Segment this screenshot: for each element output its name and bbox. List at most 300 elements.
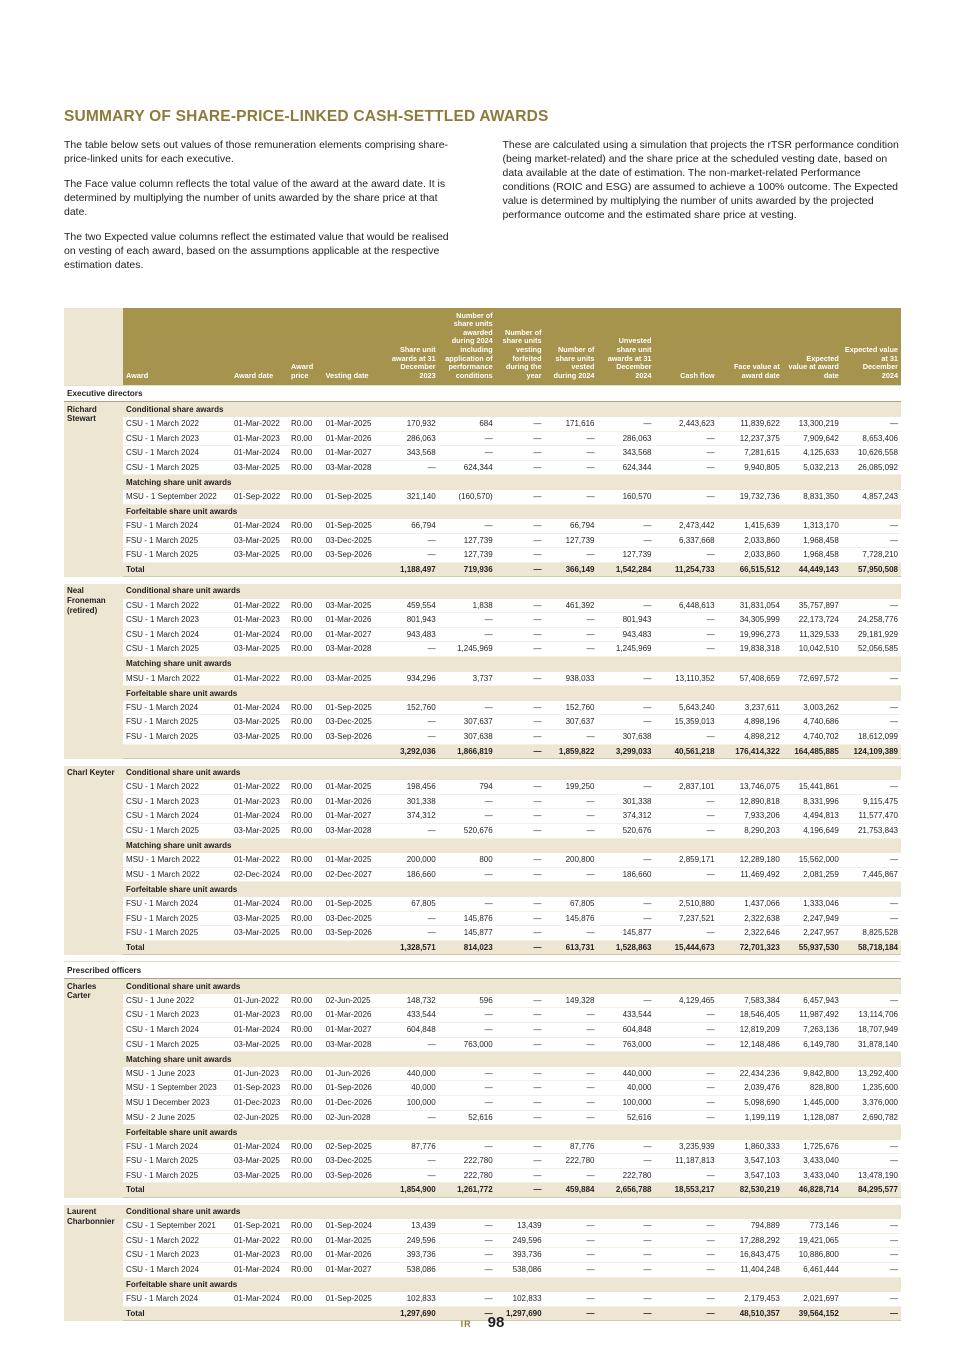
col-header: Share unit awards at 31 December 2023 [380, 308, 439, 385]
units-awarded-2024: 222,780 [439, 1154, 496, 1169]
award-group-row [64, 979, 901, 994]
award-name: MSU - 1 March 2022 [123, 672, 231, 686]
units-awarded-2024: 596 [439, 994, 496, 1008]
units-forfeited: — [496, 911, 545, 926]
expected-value-dec-2024: 24,258,776 [842, 613, 901, 628]
expected-value-award: 3,003,262 [783, 701, 842, 715]
award-row [64, 715, 901, 730]
face-value: 34,305,999 [718, 613, 783, 628]
intro-paragraph: These are calculated using a simulation that projects the rTSR performance condition (being market-related) and the share price at the scheduled vesting date, based on data available at the date of estimation. The non-market-related Performance conditions (ROIC and ESG) are assumed to achieve a 100% outcome. The Expected value is determined by multiplying the number of units awarded by the projected performance outcome and the estimated share price at vesting. [502, 139, 899, 221]
award-row [64, 911, 901, 926]
vesting-date: 01-Sep-2025 [323, 1292, 380, 1306]
units-vested-2024: 67,805 [545, 897, 598, 911]
total-value: 1,528,863 [597, 940, 654, 955]
expected-value-award: 2,247,957 [783, 926, 842, 941]
unvested-dec-2024: 763,000 [597, 1037, 654, 1052]
award-date: 01-Mar-2024 [231, 446, 288, 461]
units-vested-2024: — [545, 1233, 598, 1248]
total-value: 1,854,900 [380, 1183, 439, 1198]
vesting-date: 03-Dec-2025 [323, 911, 380, 926]
award-price: R0.00 [288, 1008, 323, 1023]
units-forfeited: — [496, 599, 545, 613]
footer-page-number: 98 [487, 1314, 505, 1331]
units-dec-2023: 374,312 [380, 809, 439, 824]
face-value: 19,996,273 [718, 627, 783, 642]
expected-value-award: 6,461,444 [783, 1262, 842, 1277]
executive-name: Charles Carter [64, 979, 123, 1198]
unvested-dec-2024: 145,877 [597, 926, 654, 941]
units-vested-2024: — [545, 1262, 598, 1277]
award-name: CSU - 1 March 2023 [123, 431, 231, 446]
total-value: 39,564,152 [783, 1306, 842, 1321]
face-value: 1,437,066 [718, 897, 783, 911]
expected-value-award: 22,173,724 [783, 613, 842, 628]
award-row [64, 533, 901, 548]
col-header: Number of share units vesting forfeited during the year [496, 308, 545, 385]
award-group-row [64, 1125, 901, 1140]
units-vested-2024: — [545, 1008, 598, 1023]
unvested-dec-2024: — [597, 1233, 654, 1248]
expected-value-dec-2024: — [842, 701, 901, 715]
expected-value-dec-2024: 10,626,558 [842, 446, 901, 461]
units-forfeited: — [496, 1067, 545, 1081]
units-dec-2023: 538,086 [380, 1262, 439, 1277]
vesting-date: 03-Dec-2025 [323, 715, 380, 730]
expected-value-award: 1,333,046 [783, 897, 842, 911]
expected-value-dec-2024: 1,235,600 [842, 1081, 901, 1096]
face-value: 2,039,476 [718, 1081, 783, 1096]
award-row [64, 809, 901, 824]
award-name: CSU - 1 March 2022 [123, 1233, 231, 1248]
expected-value-award: 15,562,000 [783, 853, 842, 867]
award-name: FSU - 1 March 2025 [123, 926, 231, 941]
face-value: 57,408,659 [718, 672, 783, 686]
units-forfeited: — [496, 780, 545, 794]
units-forfeited: — [496, 548, 545, 563]
units-forfeited: — [496, 809, 545, 824]
award-price: R0.00 [288, 1219, 323, 1233]
award-price: R0.00 [288, 1262, 323, 1277]
col-header: Unvested share unit awards at 31 December 2024 [597, 308, 654, 385]
total-value [288, 1183, 323, 1198]
total-value: 613,731 [545, 940, 598, 955]
units-vested-2024: — [545, 1081, 598, 1096]
units-vested-2024: — [545, 1037, 598, 1052]
col-header: Cash flow [655, 308, 718, 385]
units-vested-2024: — [545, 926, 598, 941]
vesting-date: 03-Mar-2025 [323, 672, 380, 686]
expected-value-dec-2024: 13,292,400 [842, 1067, 901, 1081]
cash-flow: 6,337,668 [655, 533, 718, 548]
total-label: Total [123, 562, 231, 577]
award-row [64, 1095, 901, 1110]
unvested-dec-2024: — [597, 417, 654, 431]
award-name: FSU - 1 March 2024 [123, 1140, 231, 1154]
cash-flow: — [655, 867, 718, 882]
units-forfeited: — [496, 431, 545, 446]
total-label: Total [123, 1183, 231, 1198]
total-value: 58,718,184 [842, 940, 901, 955]
award-price: R0.00 [288, 853, 323, 867]
unvested-dec-2024: 624,344 [597, 460, 654, 475]
units-dec-2023: 301,338 [380, 794, 439, 809]
expected-value-dec-2024: — [842, 1233, 901, 1248]
units-vested-2024: 938,033 [545, 672, 598, 686]
units-awarded-2024: — [439, 794, 496, 809]
expected-value-award: 6,457,943 [783, 994, 842, 1008]
award-group-row [64, 686, 901, 701]
award-price: R0.00 [288, 642, 323, 657]
units-dec-2023: 440,000 [380, 1067, 439, 1081]
units-vested-2024: — [545, 1067, 598, 1081]
total-label: Total [123, 1306, 231, 1321]
award-name: CSU - 1 September 2021 [123, 1219, 231, 1233]
total-value: 55,937,530 [783, 940, 842, 955]
face-value: 11,839,622 [718, 417, 783, 431]
cash-flow: — [655, 1008, 718, 1023]
vesting-date: 02-Jun-2028 [323, 1110, 380, 1125]
total-value: 11,254,733 [655, 562, 718, 577]
award-name: CSU - 1 March 2022 [123, 417, 231, 431]
face-value: 13,746,075 [718, 780, 783, 794]
expected-value-award: 4,740,702 [783, 729, 842, 744]
cash-flow: — [655, 1037, 718, 1052]
award-price: R0.00 [288, 1168, 323, 1183]
units-vested-2024: 222,780 [545, 1154, 598, 1169]
award-group-row [64, 402, 901, 417]
col-header: Number of share units vested during 2024 [545, 308, 598, 385]
award-date: 03-Mar-2025 [231, 926, 288, 941]
award-date: 01-Mar-2022 [231, 780, 288, 794]
award-name: FSU - 1 March 2024 [123, 897, 231, 911]
vesting-date: 01-Mar-2026 [323, 1248, 380, 1263]
award-row [64, 1262, 901, 1277]
face-value: 12,890,818 [718, 794, 783, 809]
award-group-label: Conditional share unit awards [123, 1205, 901, 1220]
unvested-dec-2024: 160,570 [597, 490, 654, 504]
award-row [64, 780, 901, 794]
expected-value-award: 6,149,780 [783, 1037, 842, 1052]
unvested-dec-2024: — [597, 1262, 654, 1277]
award-group-label: Forfeitable share unit awards [123, 504, 901, 519]
award-row [64, 417, 901, 431]
expected-value-award: 2,247,949 [783, 911, 842, 926]
total-value: — [545, 1306, 598, 1321]
vesting-date: 01-Sep-2025 [323, 490, 380, 504]
award-date: 01-Mar-2023 [231, 431, 288, 446]
expected-value-dec-2024: 4,857,243 [842, 490, 901, 504]
award-date: 02-Dec-2024 [231, 867, 288, 882]
units-vested-2024: — [545, 627, 598, 642]
total-value: 1,866,819 [439, 744, 496, 759]
units-dec-2023: 200,000 [380, 853, 439, 867]
face-value: 7,583,384 [718, 994, 783, 1008]
unvested-dec-2024: — [597, 672, 654, 686]
cash-flow: 7,237,521 [655, 911, 718, 926]
award-row [64, 1110, 901, 1125]
vesting-date: 01-Mar-2026 [323, 794, 380, 809]
cash-flow: — [655, 460, 718, 475]
expected-value-award: 10,042,510 [783, 642, 842, 657]
vesting-date: 01-Mar-2026 [323, 1008, 380, 1023]
units-awarded-2024: — [439, 809, 496, 824]
total-value [231, 940, 288, 955]
expected-value-award: 15,441,861 [783, 780, 842, 794]
award-row [64, 642, 901, 657]
units-awarded-2024: — [439, 1262, 496, 1277]
award-name: FSU - 1 March 2024 [123, 1292, 231, 1306]
unvested-dec-2024: — [597, 897, 654, 911]
face-value: 1,199,119 [718, 1110, 783, 1125]
expected-value-award: 13,300,219 [783, 417, 842, 431]
total-value: 18,553,217 [655, 1183, 718, 1198]
cash-flow: 15,359,013 [655, 715, 718, 730]
award-group-row [64, 1205, 901, 1220]
award-group-label: Forfeitable share unit awards [123, 686, 901, 701]
cash-flow: — [655, 809, 718, 824]
unvested-dec-2024: 374,312 [597, 809, 654, 824]
expected-value-award: 7,909,642 [783, 431, 842, 446]
expected-value-award: 35,757,897 [783, 599, 842, 613]
expected-value-award: 1,313,170 [783, 519, 842, 533]
expected-value-dec-2024: 31,878,140 [842, 1037, 901, 1052]
total-label [123, 744, 231, 759]
vesting-date: 03-Mar-2028 [323, 642, 380, 657]
cash-flow: — [655, 1233, 718, 1248]
spacer-cell [64, 955, 901, 962]
award-price: R0.00 [288, 911, 323, 926]
cash-flow: 3,235,939 [655, 1140, 718, 1154]
award-date: 01-Mar-2024 [231, 519, 288, 533]
expected-value-dec-2024: 2,690,782 [842, 1110, 901, 1125]
award-date: 03-Mar-2025 [231, 460, 288, 475]
units-awarded-2024: — [439, 897, 496, 911]
total-value [323, 940, 380, 955]
expected-value-dec-2024: — [842, 1140, 901, 1154]
award-name: CSU - 1 March 2024 [123, 809, 231, 824]
col-header: Award price [288, 308, 323, 385]
total-value: 719,936 [439, 562, 496, 577]
award-date: 03-Mar-2025 [231, 1037, 288, 1052]
unvested-dec-2024: 186,660 [597, 867, 654, 882]
vesting-date: 01-Mar-2027 [323, 809, 380, 824]
expected-value-award: 8,831,350 [783, 490, 842, 504]
spacer-cell [64, 577, 901, 584]
units-vested-2024: — [545, 1248, 598, 1263]
units-vested-2024: — [545, 642, 598, 657]
units-forfeited: — [496, 867, 545, 882]
total-value: — [496, 562, 545, 577]
section-row [64, 962, 901, 979]
award-name: MSU - 1 March 2022 [123, 853, 231, 867]
units-vested-2024: 199,250 [545, 780, 598, 794]
spacer-row [64, 1198, 901, 1205]
total-value [288, 744, 323, 759]
award-date: 01-Jun-2023 [231, 1067, 288, 1081]
award-date: 01-Mar-2023 [231, 613, 288, 628]
units-dec-2023: 943,483 [380, 627, 439, 642]
vesting-date: 03-Mar-2025 [323, 599, 380, 613]
expected-value-dec-2024: 21,753,843 [842, 823, 901, 838]
vesting-date: 01-Mar-2027 [323, 627, 380, 642]
vesting-date: 01-Sep-2025 [323, 897, 380, 911]
total-value: 459,884 [545, 1183, 598, 1198]
cash-flow: — [655, 1292, 718, 1306]
award-name: FSU - 1 March 2024 [123, 519, 231, 533]
total-value [231, 1183, 288, 1198]
cash-flow: — [655, 548, 718, 563]
vesting-date: 01-Mar-2025 [323, 853, 380, 867]
units-awarded-2024: (160,570) [439, 490, 496, 504]
total-value: 3,292,036 [380, 744, 439, 759]
units-vested-2024: 171,616 [545, 417, 598, 431]
units-awarded-2024: — [439, 627, 496, 642]
award-group-label: Forfeitable share unit awards [123, 1277, 901, 1292]
total-value: — [439, 1306, 496, 1321]
award-row [64, 1292, 901, 1306]
expected-value-dec-2024: — [842, 519, 901, 533]
col-header: Award [123, 308, 231, 385]
units-forfeited: 393,736 [496, 1248, 545, 1263]
vesting-date: 01-Mar-2026 [323, 431, 380, 446]
units-vested-2024: — [545, 613, 598, 628]
expected-value-dec-2024: — [842, 1292, 901, 1306]
award-row [64, 867, 901, 882]
award-row [64, 672, 901, 686]
award-group-row [64, 882, 901, 897]
vesting-date: 03-Sep-2026 [323, 548, 380, 563]
units-forfeited: — [496, 1095, 545, 1110]
total-value [323, 744, 380, 759]
expected-value-dec-2024: 7,445,867 [842, 867, 901, 882]
expected-value-dec-2024: — [842, 533, 901, 548]
units-dec-2023: — [380, 642, 439, 657]
award-row [64, 1022, 901, 1037]
cash-flow: 2,510,880 [655, 897, 718, 911]
award-name: CSU - 1 March 2023 [123, 613, 231, 628]
units-vested-2024: — [545, 1168, 598, 1183]
units-vested-2024: — [545, 460, 598, 475]
award-row [64, 1248, 901, 1263]
units-vested-2024: 66,794 [545, 519, 598, 533]
cash-flow: — [655, 642, 718, 657]
vesting-date: 01-Mar-2027 [323, 1262, 380, 1277]
expected-value-dec-2024: — [842, 911, 901, 926]
expected-value-dec-2024: — [842, 672, 901, 686]
total-value: — [597, 1306, 654, 1321]
vesting-date: 01-Sep-2025 [323, 519, 380, 533]
units-awarded-2024: — [439, 519, 496, 533]
expected-value-dec-2024: 8,653,406 [842, 431, 901, 446]
award-row [64, 1067, 901, 1081]
units-forfeited: — [496, 446, 545, 461]
units-awarded-2024: — [439, 1140, 496, 1154]
units-dec-2023: 286,063 [380, 431, 439, 446]
award-price: R0.00 [288, 431, 323, 446]
vesting-date: 01-Sep-2024 [323, 1219, 380, 1233]
cash-flow: — [655, 446, 718, 461]
award-row [64, 701, 901, 715]
vesting-date: 01-Sep-2026 [323, 1081, 380, 1096]
unvested-dec-2024: 433,544 [597, 1008, 654, 1023]
award-group-row [64, 766, 901, 781]
units-awarded-2024: 520,676 [439, 823, 496, 838]
award-date: 01-Mar-2023 [231, 1008, 288, 1023]
units-dec-2023: — [380, 823, 439, 838]
total-row [64, 940, 901, 955]
award-name: CSU - 1 March 2023 [123, 794, 231, 809]
award-name: CSU - 1 March 2022 [123, 599, 231, 613]
award-price: R0.00 [288, 627, 323, 642]
face-value: 12,289,180 [718, 853, 783, 867]
units-dec-2023: 100,000 [380, 1095, 439, 1110]
award-name: CSU - 1 March 2024 [123, 446, 231, 461]
unvested-dec-2024: 222,780 [597, 1168, 654, 1183]
units-forfeited: — [496, 460, 545, 475]
units-dec-2023: 87,776 [380, 1140, 439, 1154]
cash-flow: 5,643,240 [655, 701, 718, 715]
award-group-row [64, 1052, 901, 1067]
units-forfeited: 102,833 [496, 1292, 545, 1306]
vesting-date: 01-Sep-2025 [323, 701, 380, 715]
total-value: 124,109,389 [842, 744, 901, 759]
units-vested-2024: — [545, 1110, 598, 1125]
total-value: 48,510,357 [718, 1306, 783, 1321]
units-awarded-2024: 127,739 [439, 548, 496, 563]
expected-value-award: 72,697,572 [783, 672, 842, 686]
units-forfeited: — [496, 1081, 545, 1096]
award-date: 03-Mar-2025 [231, 1154, 288, 1169]
award-price: R0.00 [288, 1110, 323, 1125]
award-name: MSU - 1 March 2022 [123, 867, 231, 882]
expected-value-award: 3,433,040 [783, 1168, 842, 1183]
expected-value-dec-2024: — [842, 417, 901, 431]
unvested-dec-2024: — [597, 715, 654, 730]
award-name: MSU - 1 September 2023 [123, 1081, 231, 1096]
award-name: MSU - 1 September 2022 [123, 490, 231, 504]
units-dec-2023: — [380, 533, 439, 548]
units-awarded-2024: — [439, 1022, 496, 1037]
face-value: 22,434,236 [718, 1067, 783, 1081]
award-date: 03-Mar-2025 [231, 533, 288, 548]
award-date: 01-Mar-2022 [231, 1233, 288, 1248]
executive-name: Laurent Charbonnier [64, 1205, 123, 1321]
face-value: 12,148,486 [718, 1037, 783, 1052]
award-name: MSU - 2 June 2025 [123, 1110, 231, 1125]
award-date: 01-Mar-2024 [231, 1140, 288, 1154]
units-dec-2023: 934,296 [380, 672, 439, 686]
total-value: 1,297,690 [496, 1306, 545, 1321]
units-dec-2023: 801,943 [380, 613, 439, 628]
cash-flow: — [655, 490, 718, 504]
expected-value-dec-2024: 11,577,470 [842, 809, 901, 824]
units-dec-2023: — [380, 1110, 439, 1125]
award-row [64, 1140, 901, 1154]
col-header: Expected value at 31 December 2024 [842, 308, 901, 385]
unvested-dec-2024: — [597, 701, 654, 715]
award-row [64, 897, 901, 911]
units-vested-2024: — [545, 548, 598, 563]
units-dec-2023: — [380, 1154, 439, 1169]
expected-value-award: 4,740,686 [783, 715, 842, 730]
awards-table [64, 308, 901, 1322]
award-row [64, 490, 901, 504]
footer-ir-label: IR [460, 1319, 472, 1329]
units-awarded-2024: — [439, 701, 496, 715]
units-vested-2024: 149,328 [545, 994, 598, 1008]
units-dec-2023: — [380, 460, 439, 475]
expected-value-dec-2024: — [842, 1219, 901, 1233]
